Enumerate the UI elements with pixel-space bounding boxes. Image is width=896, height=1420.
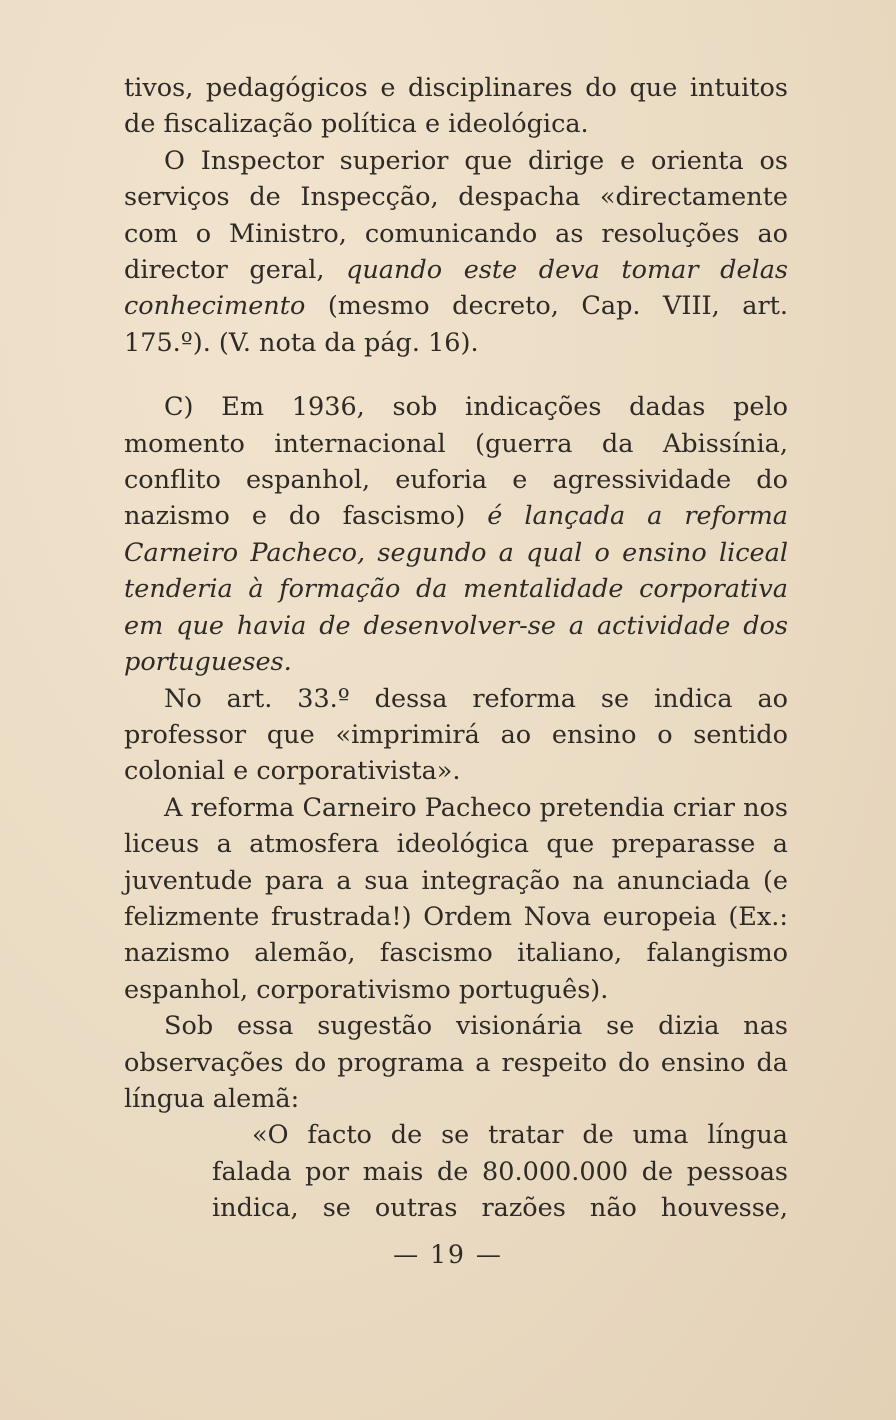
paragraph-1936-reform bbox=[124, 389, 788, 680]
page-number: — 19 — bbox=[393, 1240, 503, 1269]
block-quote: «O facto de se tratar de uma língua falada por mais de 80.000.000 de pessoas indica, se outras razões não houvesse, bbox=[212, 1120, 788, 1224]
paragraph-inspector-italic: quando este deva tomar delas conhecimento bbox=[124, 255, 788, 322]
paragraph-reform-aims: A reforma Carneiro Pacheco pretendia criar nos liceus a atmosfera ideológica que preparasse a juventude para a sua integração na anunciada (e felizmente frustrada!) Ordem Nova europeia (Ex.: nazismo alemão, fascismo italiano, falangismo espanhol, corporativismo português). bbox=[124, 792, 788, 1005]
body-text bbox=[124, 70, 788, 1227]
paragraph-continuation: tivos, pedagógicos e disciplinares do que intuitos de fiscalização política e ideológica. bbox=[124, 73, 788, 140]
paragraph-1936-italic: é lançada a reforma Carneiro Pacheco, segundo a qual o ensino liceal tenderia à formação da mentalidade corporativa em que havia de desenvolver-se a actividade dos portugueses. bbox=[124, 501, 788, 678]
paragraph-inspector-text: O Inspector superior que dirige e orienta os serviços de Inspecção, despacha «directamente com o Ministro, comunicando as resoluções ao director geral, bbox=[124, 145, 788, 286]
paragraph-article-33: No art. 33.º dessa reforma se indica ao professor que «imprimirá ao ensino o sentido colonial e corporativista». bbox=[124, 683, 788, 787]
paragraph-inspector-tail: (mesmo decreto, Cap. VIII, art. 175.º). (V. nota da pág. 16). bbox=[124, 291, 788, 358]
paragraph-inspector bbox=[124, 143, 788, 361]
paragraph-german-language: Sob essa sugestão visionária se dizia nas observações do programa a respeito do ensino da língua alemã: bbox=[124, 1011, 788, 1114]
paragraph-1936-text: C) Em 1936, sob indicações dadas pelo momento internacional (guerra da Abissínia, conflito espanhol, euforia e agressividade do nazismo e do fascismo) bbox=[124, 392, 788, 532]
